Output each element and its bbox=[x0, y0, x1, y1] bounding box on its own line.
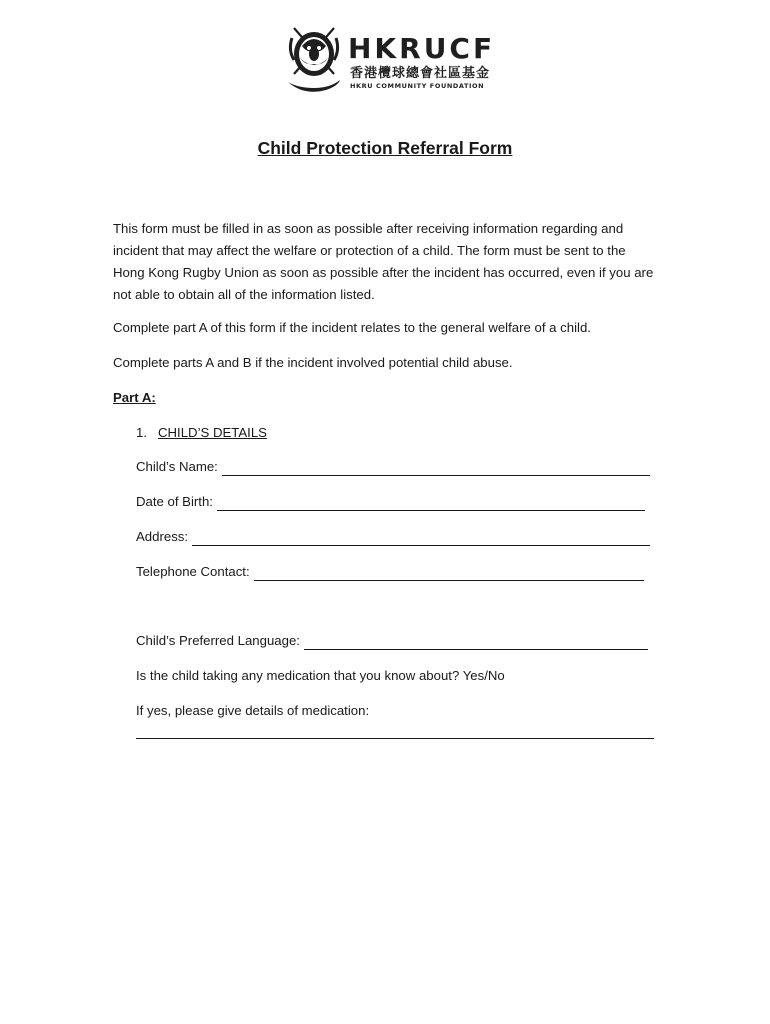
childs-name-input-line[interactable] bbox=[222, 461, 650, 476]
telephone-field bbox=[136, 563, 644, 581]
logo-subtitle: HKRU COMMUNITY FOUNDATION bbox=[350, 82, 485, 90]
instruction-parts-a-b: Complete parts A and B if the incident involved potential child abuse. bbox=[113, 355, 513, 370]
section-heading-text: CHILD’S DETAILS bbox=[158, 425, 267, 440]
instruction-part-a: Complete part A of this form if the incident relates to the general welfare of a child. bbox=[113, 320, 591, 335]
address-field bbox=[136, 528, 650, 546]
section-number: 1. bbox=[136, 425, 147, 440]
logo-name: HKRUCF bbox=[348, 32, 496, 65]
logo-chinese-name: 香港欖球總會社區基金 bbox=[350, 66, 491, 81]
telephone-label: Telephone Contact: bbox=[136, 564, 250, 579]
childs-name-field bbox=[136, 458, 650, 476]
date-of-birth-input-line[interactable] bbox=[217, 496, 645, 511]
intro-paragraph: This form must be filled in as soon as possible after receiving information regarding and incident that may affect the welfare or protection of a child. The form must be sent to the Hong Kong Rugby Union as soon as possible after the incident has occurred, even if you are not able to obtain all of the information listed. bbox=[113, 221, 654, 302]
address-label: Address: bbox=[136, 529, 189, 544]
date-of-birth-field bbox=[136, 493, 645, 511]
hkrucf-logo bbox=[284, 24, 494, 98]
preferred-language-label: Child’s Preferred Language: bbox=[136, 633, 300, 648]
preferred-language-input-line[interactable] bbox=[304, 635, 648, 650]
telephone-input-line[interactable] bbox=[254, 566, 644, 581]
preferred-language-field bbox=[136, 632, 648, 650]
childs-name-label: Child’s Name: bbox=[136, 459, 218, 474]
section-childs-details bbox=[136, 424, 267, 442]
medication-details-input-line[interactable] bbox=[136, 738, 654, 739]
part-a-label: Part A: bbox=[113, 390, 156, 405]
medication-question: Is the child taking any medication that you know about? Yes/No bbox=[136, 668, 505, 683]
dragon-emblem-icon bbox=[284, 24, 344, 96]
medication-details-label: If yes, please give details of medication: bbox=[136, 703, 370, 718]
form-title: Child Protection Referral Form bbox=[257, 138, 513, 158]
date-of-birth-label: Date of Birth: bbox=[136, 494, 213, 509]
address-input-line[interactable] bbox=[192, 531, 650, 546]
